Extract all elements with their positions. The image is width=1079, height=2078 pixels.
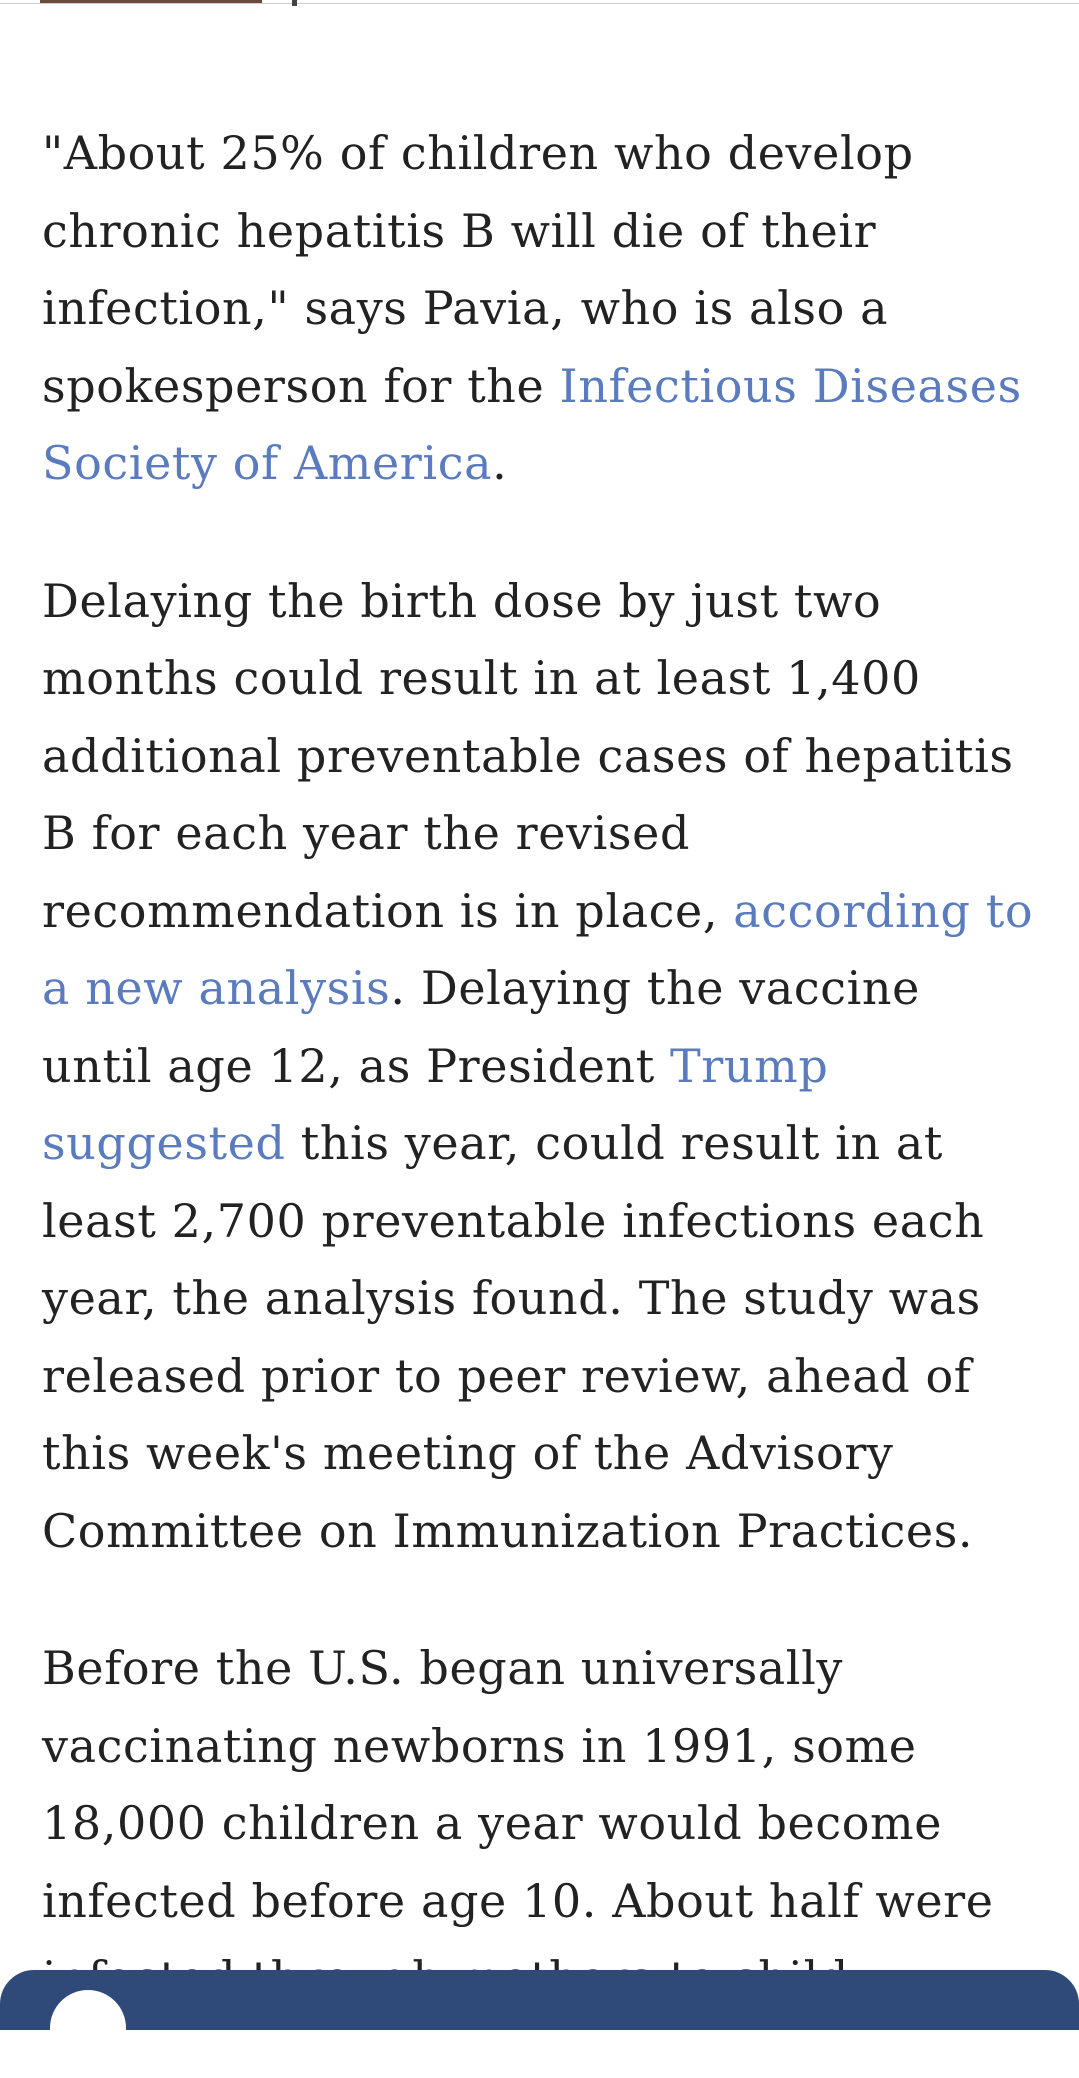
bottom-sheet-bar[interactable] xyxy=(0,1970,1079,2030)
paragraph-text: "About 25% of children who develop chronic hepatitis B will die of their infection," says Pavia, who is also a spokesperson for the xyxy=(42,126,914,413)
article-body xyxy=(42,115,1042,2078)
link-new-analysis[interactable]: according to a new analysis xyxy=(42,883,1034,1015)
caption-marker xyxy=(292,0,297,6)
top-image-edge xyxy=(0,0,1079,4)
paragraph-birth-dose-delay xyxy=(42,563,1042,1571)
paragraph-text: . xyxy=(492,436,508,490)
link-trump-suggested[interactable]: Trump suggested xyxy=(42,1038,829,1170)
paragraph-text: this year, could result in at least 2,700 preventable infections each year, the analysis found. The study was released prior to peer review, ahead of this week's meeting of the Advisory Committee on Immunization Practices. xyxy=(42,1116,985,1558)
paragraph-text: . Delaying the vaccine until age 12, as President xyxy=(42,961,920,1093)
image-thumbnail-edge xyxy=(40,0,262,3)
avatar-bubble[interactable] xyxy=(50,1990,126,2066)
paragraph-history-1991 xyxy=(42,1630,1042,2018)
paragraph-text: Delaying the birth dose by just two months could result in at least 1,400 additional preventable cases of hepatitis B for each year the revised recommendation is in place, xyxy=(42,573,1014,938)
paragraph-pavia-quote xyxy=(42,115,1042,503)
paragraph-text: Before the U.S. began universally vaccinating newborns in 1991, some 18,000 children a year would become infected before age 10. About half were xyxy=(42,1641,994,1928)
link-infectious-diseases-society[interactable]: Infectious Diseases Society of America xyxy=(42,358,1022,490)
